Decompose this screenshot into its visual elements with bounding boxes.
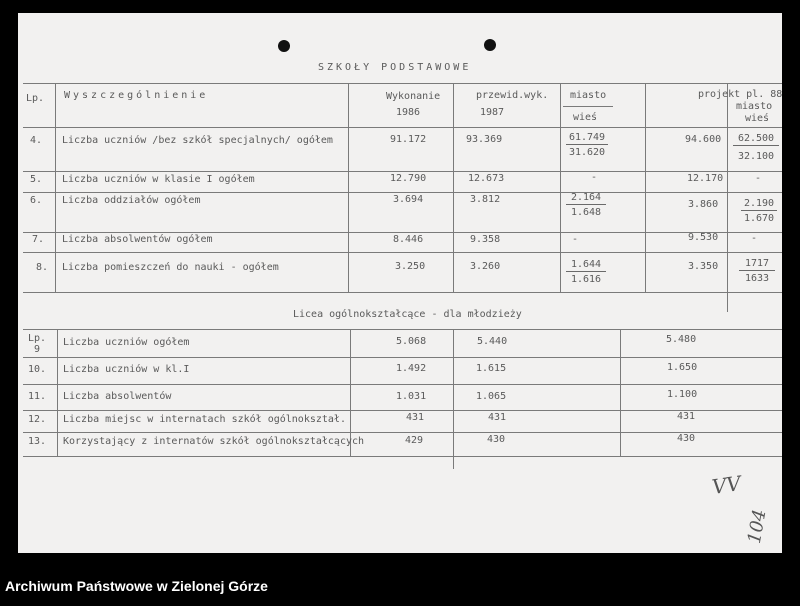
row-wykonanie: 12.790 — [390, 173, 427, 184]
row-description: Liczba oddziałów ogółem — [62, 195, 201, 206]
s1-bottom-rule — [23, 292, 782, 293]
s1-row-rule — [23, 192, 782, 193]
row-przewidywane: 9.358 — [470, 234, 501, 245]
row-projekt: 3.860 — [688, 199, 719, 210]
row-projekt: 12.170 — [687, 173, 724, 184]
row-projekt: 1.650 — [667, 362, 698, 373]
s2-row-rule — [23, 357, 782, 358]
s1-top-rule — [23, 83, 782, 84]
row-projekt: 3.350 — [688, 261, 719, 272]
row-miasto-wies — [566, 132, 608, 158]
wies-value: 31.620 — [568, 147, 606, 158]
projekt-wies-value: 1633 — [744, 273, 770, 284]
projekt-wies-value: 1.670 — [743, 213, 775, 224]
header-lp: Lp. — [26, 93, 45, 104]
section2-title: Licea ogólnokształcące - dla młodzieży — [293, 309, 522, 320]
row-miasto-wies: - — [591, 172, 598, 183]
s1-row-rule — [23, 252, 782, 253]
row-miasto-wies — [566, 259, 606, 285]
row-przewidywane: 12.673 — [468, 173, 505, 184]
row-przewidywane: 93.369 — [466, 134, 503, 145]
row-description: Liczba uczniów w kl.I — [63, 364, 190, 375]
row-przewidywane: 430 — [487, 434, 506, 445]
row-projekt-split — [741, 198, 777, 224]
row-description: Liczba absolwentów — [63, 391, 172, 402]
document-page — [18, 13, 782, 553]
row-projekt: 430 — [677, 433, 696, 444]
punch-hole-right — [484, 39, 496, 51]
wies-value: 1.648 — [570, 207, 602, 218]
s1-col-rule — [348, 83, 349, 292]
row-lp: 11. — [28, 391, 47, 402]
miasto-value: 61.749 — [566, 132, 608, 145]
wies-value: 1.616 — [570, 274, 602, 285]
row-lp: 8. — [36, 262, 49, 273]
row-projekt: 1.100 — [667, 389, 698, 400]
row-projekt-split: - — [755, 173, 762, 184]
s2-row-rule — [23, 384, 782, 385]
handwritten-mark: VV — [710, 471, 743, 499]
handwritten-page-number: 104 — [743, 507, 771, 546]
row-wykonanie: 91.172 — [390, 134, 427, 145]
row-projekt: 94.600 — [685, 134, 722, 145]
row-wykonanie: 8.446 — [393, 234, 424, 245]
s1-row-rule — [23, 232, 782, 233]
header-miasto: miasto — [570, 90, 607, 101]
row-description: Liczba uczniów w klasie I ogółem — [62, 174, 255, 185]
row-wykonanie: 3.250 — [395, 261, 426, 272]
s2-header-lp: Lp. — [28, 333, 47, 344]
row-przewidywane: 3.260 — [470, 261, 501, 272]
projekt-miasto-value: 2.190 — [741, 198, 777, 211]
row-miasto-wies: - — [572, 234, 579, 245]
s2-row-rule — [23, 432, 782, 433]
header-description: Wyszczególnienie — [64, 90, 209, 101]
header-wykonanie-year: 1986 — [396, 107, 421, 118]
s2-col-rule — [620, 329, 621, 456]
s1-col-rule — [727, 83, 728, 312]
row-projekt-split — [739, 258, 775, 284]
s2-top-rule — [23, 329, 782, 330]
row-lp: 12. — [28, 414, 47, 425]
row-description: Liczba pomieszczeń do nauki - ogółem — [62, 262, 279, 273]
row-wykonanie: 5.068 — [396, 336, 427, 347]
s2-col-rule — [57, 329, 58, 456]
row-przewidywane: 431 — [488, 412, 507, 423]
row-description: Liczba miejsc w internatach szkół ogólnokształ. — [63, 414, 346, 425]
miasto-value: 1.644 — [566, 259, 606, 272]
s1-header-rule — [23, 127, 782, 128]
row-wykonanie: 1.492 — [396, 363, 427, 374]
s2-col-rule — [453, 329, 454, 469]
row-wykonanie: 1.031 — [396, 391, 427, 402]
header-wykonanie: Wykonanie — [386, 91, 441, 102]
row-projekt-split: - — [751, 233, 758, 244]
row-lp: 7. — [32, 234, 45, 245]
row-lp: 10. — [28, 364, 47, 375]
row-miasto-wies — [566, 192, 606, 218]
s2-row-rule — [23, 410, 782, 411]
row-lp: 5. — [30, 174, 43, 185]
row-lp: 4. — [30, 135, 43, 146]
punch-hole-left — [278, 40, 290, 52]
row-projekt: 9.530 — [688, 232, 719, 243]
header-przewidywane-year: 1987 — [480, 107, 505, 118]
row-lp: 9 — [34, 344, 41, 355]
header-przewidywane: przewid.wyk. — [476, 90, 549, 101]
row-przewidywane: 3.812 — [470, 194, 501, 205]
s1-row-rule — [23, 171, 782, 172]
s1-col-rule — [645, 83, 646, 292]
row-lp: 13. — [28, 436, 47, 447]
projekt-miasto-value: 62.500 — [733, 133, 779, 146]
header-projekt-miasto: miasto — [736, 101, 773, 112]
row-projekt: 431 — [677, 411, 696, 422]
projekt-wies-value: 32.100 — [737, 151, 775, 162]
miasto-value: 2.164 — [566, 192, 606, 205]
s1-col-rule — [453, 83, 454, 292]
s1-col-rule — [560, 83, 561, 292]
row-description: Liczba absolwentów ogółem — [62, 234, 213, 245]
row-wykonanie: 3.694 — [393, 194, 424, 205]
row-wykonanie: 429 — [405, 435, 424, 446]
header-wies: wieś — [573, 112, 598, 123]
row-przewidywane: 1.615 — [476, 363, 507, 374]
row-przewidywane: 1.065 — [476, 391, 507, 402]
row-przewidywane: 5.440 — [477, 336, 508, 347]
row-description: Liczba uczniów /bez szkół specjalnych/ ogółem — [62, 135, 333, 146]
archive-credit: Archiwum Państwowe w Zielonej Górze — [5, 578, 268, 594]
s1-col-rule — [55, 83, 56, 292]
row-projekt-split — [733, 133, 779, 162]
row-projekt: 5.480 — [666, 334, 697, 345]
s2-bottom-rule — [23, 456, 782, 457]
row-description: Liczba uczniów ogółem — [63, 337, 190, 348]
projekt-miasto-value: 1717 — [739, 258, 775, 271]
row-description: Korzystający z internatów szkół ogólnokształcących — [63, 436, 365, 447]
header-projekt: projekt pl. 88 — [698, 89, 783, 100]
row-lp: 6. — [30, 195, 43, 206]
section1-title: SZKOŁY PODSTAWOWE — [318, 62, 472, 73]
header-projekt-wies: wieś — [745, 113, 770, 124]
row-wykonanie: 431 — [406, 412, 425, 423]
miasto-sub-rule — [563, 106, 613, 107]
